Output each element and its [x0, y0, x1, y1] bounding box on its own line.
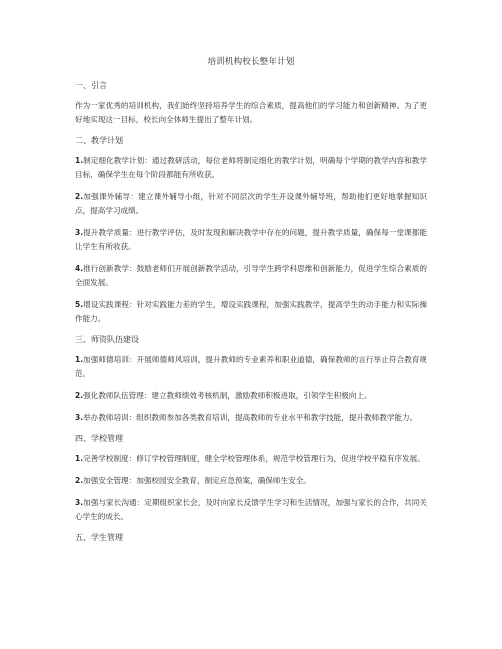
paragraph-text: 加强与家长沟通：定期组织家长会，及时向家长反馈学生学习和生活情况，加强与家长的合作，共同关心学生的成长。: [75, 498, 427, 521]
paragraph-number: 3.: [75, 498, 84, 507]
paragraph-number: 2.: [75, 192, 84, 201]
paragraph: [75, 496, 427, 524]
paragraph: [75, 226, 427, 254]
paragraph-text: 加强师德培训：开展师德师风培训，提升教师的专业素养和职业道德，确保教师的言行举止符合教育规范。: [75, 355, 427, 378]
paragraph-text: 制定细化教学计划：通过教研活动，每位老师将制定细化的教学计划，明确每个学期的教学内容和教学目标，确保学生在每个阶段都能有所收获。: [75, 156, 427, 179]
paragraph: [75, 154, 427, 182]
paragraph-text: 加强安全管理：加强校园安全教育，制定应急预案，确保师生安全。: [83, 476, 311, 485]
paragraph-text: 举办教师培训：组织教师参加各类教育培训，提高教师的专业水平和教学技能，提升教师教学能力。: [83, 413, 418, 422]
paragraph: [75, 411, 427, 425]
paragraph-text: 推行创新教学：鼓励老师们开展创新教学活动，引导学生跨学科思维和创新能力，促进学生综合素质的全面发展。: [75, 264, 427, 287]
paragraph-number: 5.: [75, 300, 84, 309]
section-heading: 一、引言: [75, 81, 107, 90]
paragraph-text: 加强课外辅导：建立课外辅导小组，针对不同层次的学生开设课外辅导班，帮助他们更好地掌握知识点，提高学习成绩。: [75, 192, 427, 215]
paragraph-text: 完善学校制度：修订学校管理制度，健全学校管理体系，规范学校管理行为，促进学校平稳有序发展。: [83, 454, 425, 463]
paragraph-number: 4.: [75, 264, 84, 273]
section-heading: 四、学校管理: [75, 434, 123, 443]
paragraph-number: 1.: [75, 355, 84, 364]
paragraph-number: 3.: [75, 413, 84, 422]
paragraph: [75, 452, 427, 466]
paragraph: [75, 353, 427, 381]
paragraph-number: 2.: [75, 476, 84, 485]
paragraph-text: 作为一家优秀的培训机构，我们始终坚持培养学生的综合素质，提高他们的学习能力和创新精神。为了更好地实现这一目标，校长向全体师生提出了整年计划。: [75, 101, 427, 124]
paragraph: [75, 99, 427, 127]
paragraph-number: 1.: [75, 454, 84, 463]
paragraph-text: 强化教师队伍管理：建立教师绩效考核机制，激励教师积极进取，引领学生积极向上。: [83, 391, 372, 400]
paragraph-number: 2.: [75, 391, 84, 400]
section-heading: 二、教学计划: [75, 136, 123, 145]
paragraph: [75, 262, 427, 290]
paragraph-text: 提升教学质量：进行教学评估，及时发现和解决教学中存在的问题，提升教学质量，确保每一堂课都能让学生有所收获。: [75, 228, 427, 251]
paragraph: [75, 389, 427, 403]
paragraph-number: 3.: [75, 228, 84, 237]
paragraph: [75, 190, 427, 218]
document-title: 培训机构校长整年计划: [207, 57, 295, 67]
section-heading: 三、师资队伍建设: [75, 335, 139, 344]
section-heading: 五、学生管理: [75, 533, 123, 542]
paragraph: [75, 474, 427, 488]
paragraph-text: 增设实践课程：针对实践能力差的学生，增设实践课程，加强实践教学，提高学生的动手能力和实际操作能力。: [75, 300, 427, 323]
paragraph: [75, 298, 427, 326]
paragraph-number: 1.: [75, 156, 84, 165]
